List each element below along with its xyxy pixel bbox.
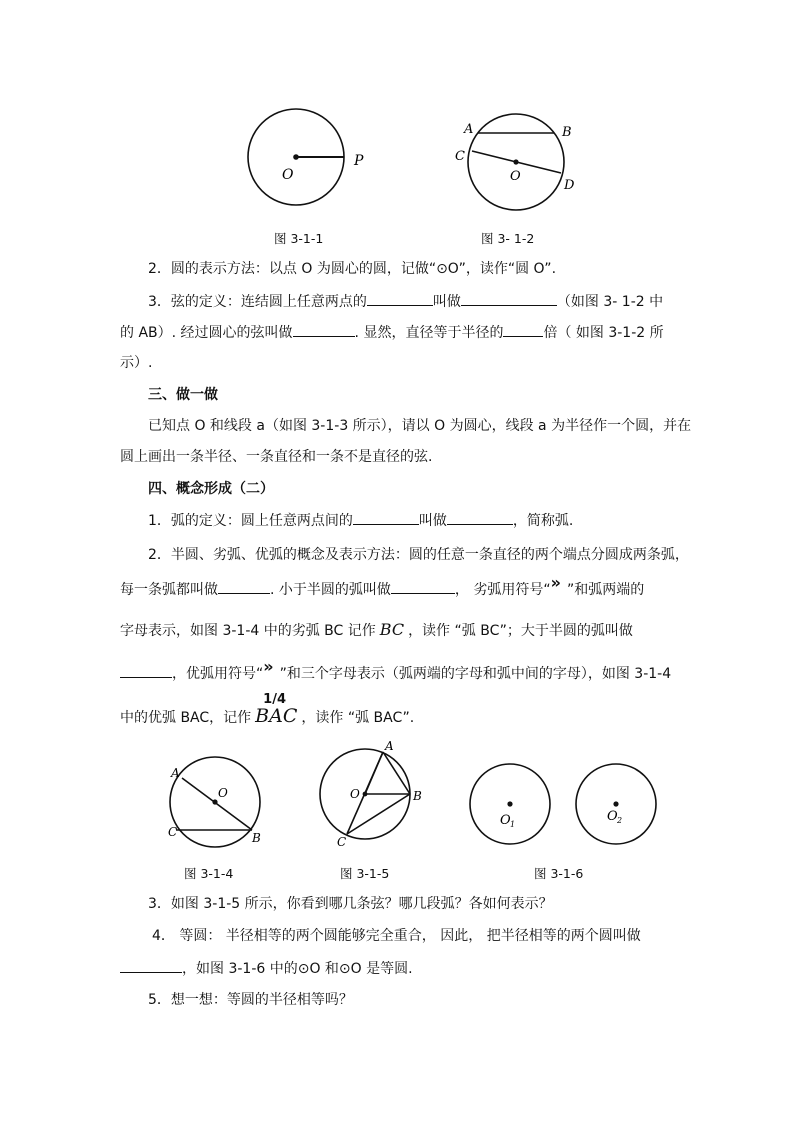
caption-3-1-2: 图 3- 1-2 <box>481 231 535 246</box>
para-arc-definition: 1．弧的定义：圆上任意两点间的 叫做 ，简称弧. <box>148 510 573 531</box>
para-semicircle-line3: 字母表示，如图 3-1-4 中的劣弧 BC 记作 BC ，读作 “弧 BC”；大于半圆的弧叫做 <box>120 620 633 639</box>
label-o: O <box>218 786 228 800</box>
para-chord-definition-line3: 示）. <box>120 355 153 371</box>
blank <box>367 291 433 306</box>
blank <box>461 291 557 306</box>
heading-do-it: 三、做一做 <box>148 387 218 403</box>
figure-3-1-1 <box>240 105 390 225</box>
para-semicircle-line5: 中的优弧 BAC，记作 1/4 BAC ，读作 “弧 BAC”. <box>120 692 415 727</box>
label-c: C <box>337 835 347 849</box>
blank <box>120 663 172 678</box>
figure-3-1-2 <box>450 105 600 225</box>
blank <box>503 322 543 337</box>
caption-3-1-6: 图 3-1-6 <box>534 866 584 881</box>
para-circle-notation: 2．圆的表示方法：以点 O 为圆心的圆，记做“⊙O”，读作“圆 O”. <box>148 261 557 277</box>
label-d: D <box>564 178 575 193</box>
para-semicircle-line1: 2．半圆、劣弧、优弧的概念及表示方法：圆的任意一条直径的两个端点分圆成两条弧， <box>148 547 689 563</box>
arc-mark-top: 1/4 <box>263 692 287 707</box>
center-o1 <box>507 801 512 806</box>
question-3: 3．如图 3-1-5 所示，你看到哪几条弦？哪几段弧？各如何表示？ <box>148 896 553 912</box>
blank <box>218 579 270 594</box>
blank <box>391 579 455 594</box>
label-a: A <box>464 122 474 137</box>
figure-3-1-5 <box>315 736 435 856</box>
center-point <box>293 154 299 160</box>
caption-3-1-1: 图 3-1-1 <box>274 231 324 246</box>
center-point <box>513 159 518 164</box>
question-5: 5．想一想：等圆的半径相等吗？ <box>148 992 353 1008</box>
para-chord-definition-line2: 的 AB）. 经过圆心的弦叫做 . 显然，直径等于半径的 倍（ 如图 3-1-2 所 <box>120 322 664 343</box>
figure-3-1-4 <box>160 752 270 852</box>
label-o1: O <box>500 813 511 828</box>
heading-concept-two: 四、概念形成（二） <box>148 481 274 497</box>
para-do-it-line2: 圆上画出一条半径、一条直径和一条不是直径的弦. <box>120 449 433 465</box>
label-a: A <box>385 739 394 753</box>
label-o: O <box>282 167 294 183</box>
blank <box>293 322 355 337</box>
para-do-it-line1: 已知点 O 和线段 a（如图 3-1-3 所示），请以 O 为圆心，线段 a 为半径作一个圆，并在 <box>148 418 692 434</box>
label-o1-sub: 1 <box>510 820 516 829</box>
major-arc-bac: 1/4 BAC <box>255 692 298 727</box>
diameter-ab <box>182 778 252 830</box>
label-b: B <box>562 125 572 140</box>
caption-3-1-5: 图 3-1-5 <box>340 866 390 881</box>
para-chord-definition-line1: 3．弦的定义：连结圆上任意两点的 叫做 （如图 3- 1-2 中 <box>148 291 663 312</box>
label-p: P <box>354 153 364 169</box>
arc-symbol: » <box>550 573 561 592</box>
center-o2 <box>613 801 618 806</box>
label-a: A <box>171 766 180 780</box>
center-point <box>363 792 368 797</box>
label-o2-sub: 2 <box>617 816 623 825</box>
blank <box>353 510 419 525</box>
para-semicircle-line2: 每一条弧都叫做 . 小于半圆的弧叫做 ， 劣弧用符号“» ”和弧两端的 <box>120 573 645 598</box>
figure-3-1-6 <box>464 760 664 856</box>
blank <box>120 958 182 973</box>
label-b: B <box>252 831 261 845</box>
chord-ab <box>383 752 410 794</box>
arc-symbol: » <box>263 657 274 676</box>
label-b: B <box>413 789 422 803</box>
question-4-line1: 4． 等圆： 半径相等的两个圆能够完全重合， 因此， 把半径相等的两个圆叫做 <box>152 928 641 944</box>
label-o2: O <box>607 809 618 824</box>
center-point <box>212 799 217 804</box>
para-semicircle-line4: ，优弧用符号“» ”和三个字母表示（弧两端的字母和弧中间的字母），如图 3-1-4 <box>120 663 671 684</box>
label-c: C <box>455 149 465 164</box>
question-4-line2: ，如图 3-1-6 中的⊙O 和⊙O 是等圆. <box>120 958 413 979</box>
label-c: C <box>168 825 178 839</box>
label-o: O <box>350 787 360 801</box>
caption-3-1-4: 图 3-1-4 <box>184 866 234 881</box>
label-o: O <box>510 169 521 184</box>
blank <box>447 510 513 525</box>
minor-arc-bc: BC <box>379 620 405 639</box>
